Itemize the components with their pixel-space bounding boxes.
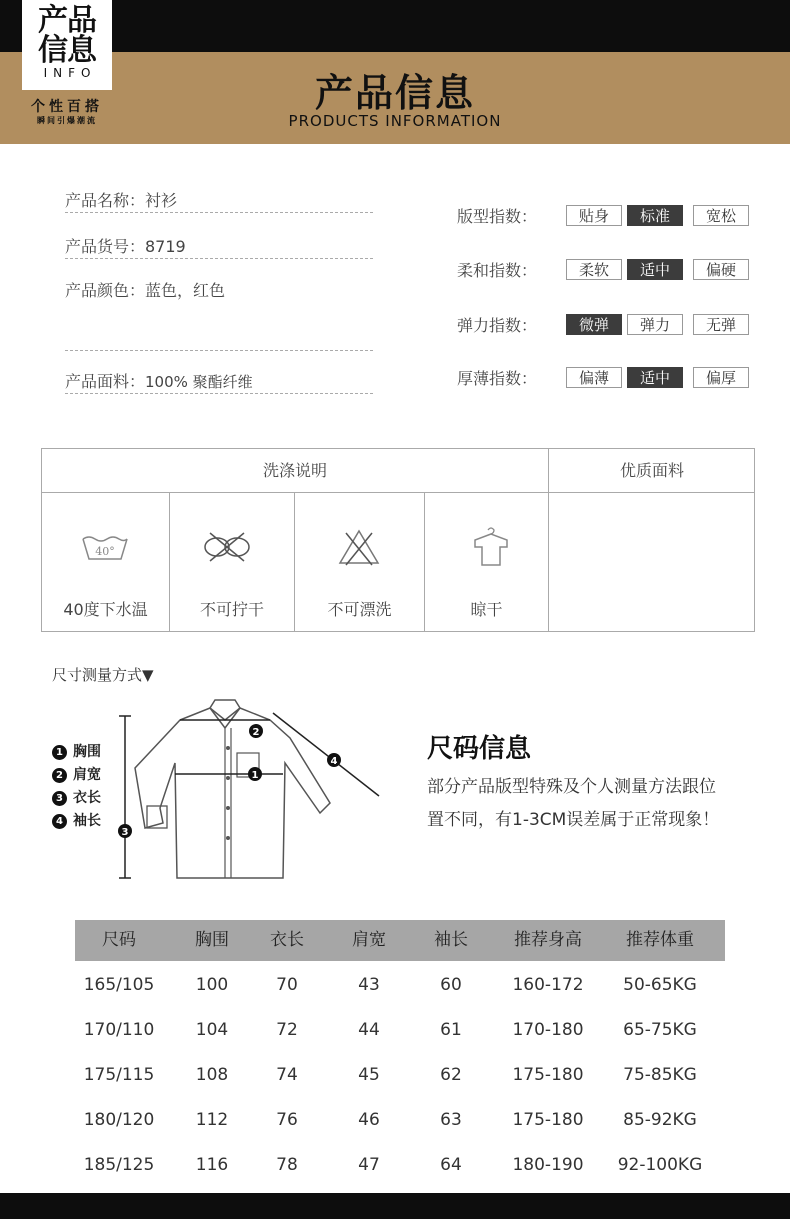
index-label: 弹力指数： xyxy=(457,316,538,335)
table-cell: 47 xyxy=(358,1155,380,1175)
logo-info: INFO xyxy=(43,66,97,80)
index-label: 厚薄指数： xyxy=(457,369,538,388)
collar xyxy=(210,700,240,728)
table-cell: 44 xyxy=(358,1020,380,1040)
product-color: 产品颜色：蓝色，红色 xyxy=(65,281,226,300)
table-cell: 70 xyxy=(276,975,298,995)
index-option: 宽松 xyxy=(693,205,749,226)
wash-table xyxy=(41,448,755,632)
index-option: 无弹 xyxy=(693,314,749,335)
table-cell: 72 xyxy=(276,1020,298,1040)
marker-length-num: 3 xyxy=(121,827,129,838)
legend-sleeve xyxy=(52,810,101,830)
index-option: 弹力 xyxy=(627,314,683,335)
table-cell: 180/120 xyxy=(83,1110,155,1130)
legend-shoulder xyxy=(52,764,101,784)
table-cell: 85-92KG xyxy=(623,1110,697,1130)
slogan-sub: 瞬间引爆潮流 xyxy=(37,116,97,125)
table-cell: 64 xyxy=(440,1155,462,1175)
table-cell: 108 xyxy=(195,1065,229,1085)
no-wring-icon xyxy=(202,525,252,567)
divider xyxy=(65,393,373,394)
table-cell: 165/105 xyxy=(83,975,155,995)
divider xyxy=(65,350,373,351)
legend-num: 4 xyxy=(52,814,67,829)
table-cell: 60 xyxy=(440,975,462,995)
table-cell: 100 xyxy=(195,975,229,995)
wash-temp-text: 40° xyxy=(95,545,115,558)
wash-label-no-wring: 不可拧干 xyxy=(199,600,264,619)
index-option: 偏厚 xyxy=(693,367,749,388)
index-option: 偏硬 xyxy=(693,259,749,280)
legend-text: 衣长 xyxy=(73,790,101,806)
table-cell: 180-190 xyxy=(512,1155,584,1175)
table-header-cell: 尺码 xyxy=(102,930,136,950)
wash-header: 洗涤说明 xyxy=(262,461,327,480)
divider xyxy=(65,258,373,259)
table-cell: 65-75KG xyxy=(623,1020,697,1040)
page-subtitle: PRODUCTS INFORMATION xyxy=(288,112,502,130)
legend-num: 1 xyxy=(52,745,67,760)
table-cell: 175-180 xyxy=(512,1110,584,1130)
legend-num: 2 xyxy=(52,768,67,783)
index-option: 偏薄 xyxy=(566,367,622,388)
measure-label: 尺寸测量方式▼ xyxy=(52,666,154,684)
table-cell: 75-85KG xyxy=(623,1065,697,1085)
logo-line1: 产品 xyxy=(38,3,96,38)
table-cell: 61 xyxy=(440,1020,462,1040)
index-label: 版型指数： xyxy=(457,207,538,226)
table-cell: 45 xyxy=(358,1065,380,1085)
fabric-value: 100% 聚酯纤维 xyxy=(145,373,253,391)
shirt-diagram xyxy=(115,698,385,888)
index-option: 标准 xyxy=(627,205,683,226)
quality-header: 优质面料 xyxy=(619,461,684,480)
size-info-title: 尺码信息 xyxy=(427,734,532,764)
index-option: 微弹 xyxy=(566,314,622,335)
table-cell: 185/125 xyxy=(83,1155,155,1175)
table-cell: 74 xyxy=(276,1065,298,1085)
product-code: 产品货号：8719 xyxy=(65,237,186,256)
slogan: 个性百搭 xyxy=(31,99,103,115)
table-cell: 170-180 xyxy=(512,1020,584,1040)
table-cell: 104 xyxy=(195,1020,229,1040)
marker-chest-num: 1 xyxy=(251,770,259,781)
table-cell: 116 xyxy=(195,1155,229,1175)
legend-text: 肩宽 xyxy=(73,767,101,783)
button xyxy=(226,746,230,750)
shirt-outline xyxy=(135,708,330,878)
table-cell: 50-65KG xyxy=(623,975,697,995)
button xyxy=(226,806,230,810)
index-option: 适中 xyxy=(627,367,683,388)
legend-num: 3 xyxy=(52,791,67,806)
table-cell: 92-100KG xyxy=(617,1155,703,1175)
table-cell: 170/110 xyxy=(83,1020,155,1040)
size-info-desc: 部分产品版型特殊及个人测量方法跟位 xyxy=(427,777,716,797)
table-cell: 175-180 xyxy=(512,1065,584,1085)
wash-label-hang-dry: 晾干 xyxy=(470,600,503,619)
index-option: 柔软 xyxy=(566,259,622,280)
fabric-label: 产品面料： xyxy=(65,372,146,391)
page-title: 产品信息 xyxy=(314,71,475,115)
table-cell: 63 xyxy=(440,1110,462,1130)
table-cell: 78 xyxy=(276,1155,298,1175)
marker-sleeve-num: 4 xyxy=(330,756,338,767)
wash-label-40: 40度下水温 xyxy=(63,600,148,619)
hang-dry-icon xyxy=(466,525,516,567)
index-label: 柔和指数： xyxy=(457,261,538,280)
marker-shoulder-num: 2 xyxy=(252,727,260,738)
legend-length xyxy=(52,787,101,807)
size-info-desc: 置不同，有1-3CM误差属于正常现象！ xyxy=(427,810,720,830)
product-name: 产品名称：衬衫 xyxy=(65,191,178,210)
legend-chest xyxy=(52,741,101,761)
no-bleach-icon xyxy=(334,525,384,567)
button xyxy=(226,776,230,780)
table-header-cell: 袖长 xyxy=(434,930,468,950)
table-cell: 175/115 xyxy=(83,1065,155,1085)
index-option: 贴身 xyxy=(566,205,622,226)
wash-label-no-bleach: 不可漂洗 xyxy=(327,600,392,619)
logo-line2: 信息 xyxy=(38,33,96,68)
wash-40-icon xyxy=(80,525,130,567)
table-header-cell: 胸围 xyxy=(195,930,229,950)
table-cell: 62 xyxy=(440,1065,462,1085)
header-top-bar xyxy=(0,0,790,52)
table-header-cell: 推荐体重 xyxy=(626,930,694,950)
button xyxy=(226,836,230,840)
product-fabric xyxy=(65,369,373,392)
divider xyxy=(65,212,373,213)
footer-bar xyxy=(0,1193,790,1219)
table-cell: 76 xyxy=(276,1110,298,1130)
table-header-cell: 衣长 xyxy=(270,930,304,950)
table-header-cell: 推荐身高 xyxy=(514,930,582,950)
table-cell: 112 xyxy=(195,1110,229,1130)
table-cell: 46 xyxy=(358,1110,380,1130)
table-cell: 43 xyxy=(358,975,380,995)
legend-text: 袖长 xyxy=(73,813,101,829)
table-cell: 160-172 xyxy=(512,975,584,995)
index-option: 适中 xyxy=(627,259,683,280)
table-header-cell: 肩宽 xyxy=(352,930,386,950)
sleeve-line xyxy=(273,713,379,796)
legend-text: 胸围 xyxy=(73,744,101,760)
